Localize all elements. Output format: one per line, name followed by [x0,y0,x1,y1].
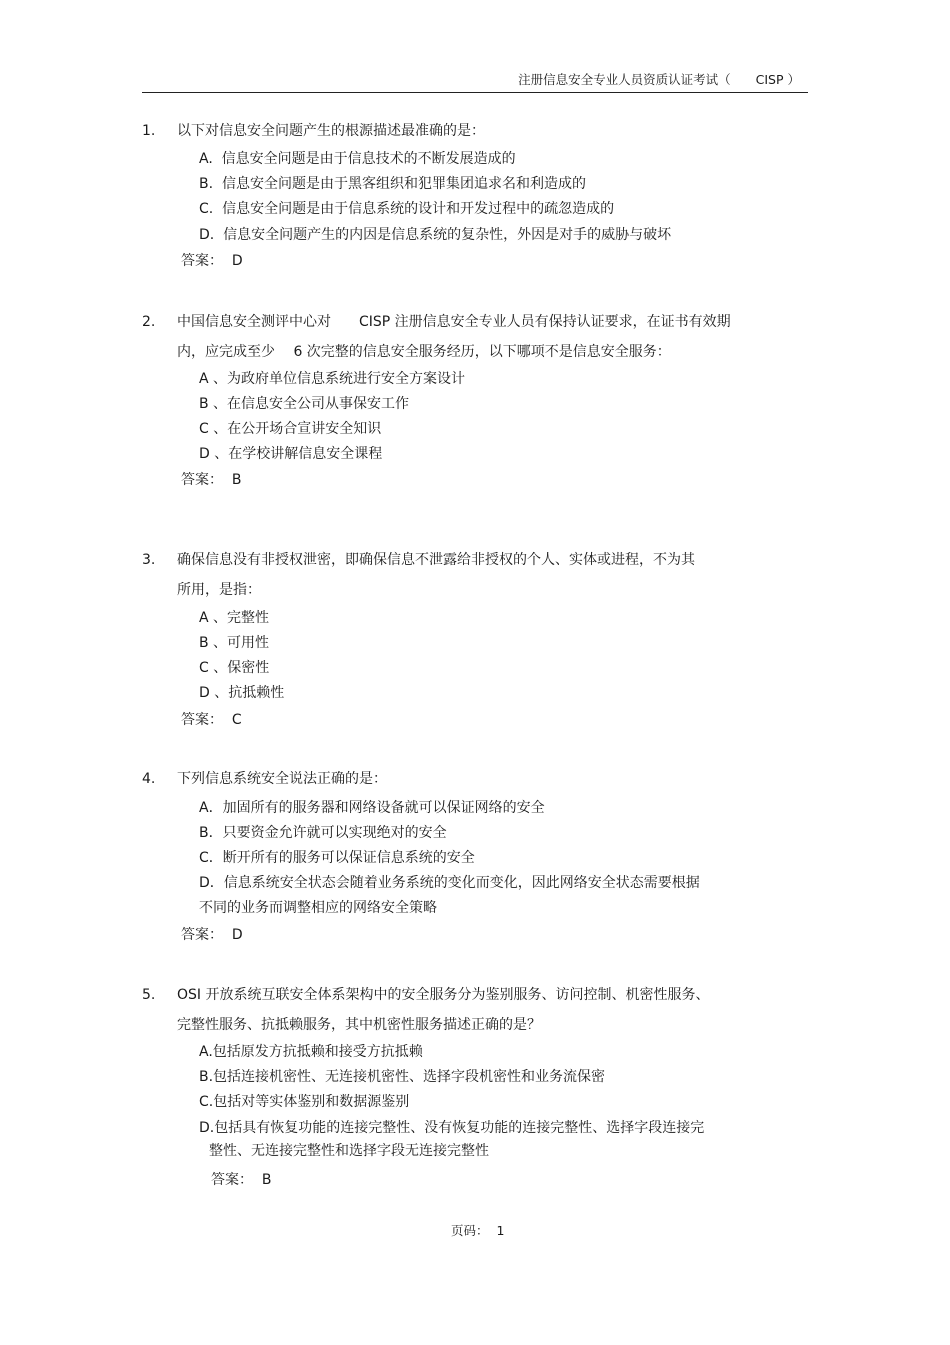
option-a: A 、为政府单位信息系统进行安全方案设计 [199,371,466,387]
option-b: B 、可用性 [199,635,270,651]
option-b: B 、在信息安全公司从事保安工作 [199,396,410,412]
option-d: D. 信息安全问题产生的内因是信息系统的复杂性，外因是对手的威胁与破坏 [199,227,672,243]
option-b: B. 信息安全问题是由于黑客组织和犯罪集团追求名和利造成的 [199,176,586,192]
option-d: D 、抗抵赖性 [199,685,285,701]
page-header [142,68,808,93]
answer: 答案： D [181,253,243,269]
option-c: C. 信息安全问题是由于信息系统的设计和开发过程中的疏忽造成的 [199,201,615,217]
option-d-continued: 不同的业务而调整相应的网络安全策略 [199,900,437,916]
question-number: 5. [142,987,156,1003]
question-stem-line-1: 确保信息没有非授权泄密，即确保信息不泄露给非授权的个人、实体或进程，不为其 [177,552,695,568]
answer: 答案： C [181,712,242,728]
question-stem: 下列信息系统安全说法正确的是： [177,771,387,787]
question-stem-line-2: 完整性服务、抗抵赖服务，其中机密性服务描述正确的是？ [177,1017,541,1033]
option-d: D．信息系统安全状态会随着业务系统的变化而变化，因此网络安全状态需要根据 [199,875,700,891]
option-a: A 、完整性 [199,610,270,626]
question-stem-line-2: 所用，是指： [177,582,261,598]
answer: 答案： B [181,472,242,488]
question-number: 4. [142,771,156,787]
answer: 答案： D [181,927,243,943]
exam-title: 注册信息安全专业人员资质认证考试（ CISP ） [518,72,800,87]
option-b: B.包括连接机密性、无连接机密性、选择字段机密性和业务流保密 [199,1069,606,1085]
option-a: A. 信息安全问题是由于信息技术的不断发展造成的 [199,151,516,167]
option-d-continued: 整性、无连接完整性和选择字段无连接完整性 [209,1143,489,1159]
answer: 答案： B [211,1172,272,1188]
option-d: D 、在学校讲解信息安全课程 [199,446,383,462]
option-c: C 、保密性 [199,660,270,676]
option-a: A．加固所有的服务器和网络设备就可以保证网络的安全 [199,800,545,816]
option-a: A.包括原发方抗抵赖和接受方抗抵赖 [199,1044,423,1060]
option-c: C 、在公开场合宣讲安全知识 [199,421,382,437]
question-stem-line-1: OSI 开放系统互联安全体系架构中的安全服务分为鉴别服务、访问控制、机密性服务、 [177,987,710,1003]
question-number: 1. [142,123,156,139]
question-stem-line-1: 中国信息安全测评中心对 CISP 注册信息安全专业人员有保持认证要求，在证书有效期 [177,314,731,330]
question-number: 2. [142,314,156,330]
question-stem: 以下对信息安全问题产生的根源描述最准确的是： [177,123,485,139]
question-number: 3. [142,552,156,568]
question-stem-line-2: 内，应完成至少 6 次完整的信息安全服务经历，以下哪项不是信息安全服务： [177,344,671,360]
option-b: B．只要资金允许就可以实现绝对的安全 [199,825,447,841]
option-c: C．断开所有的服务可以保证信息系统的安全 [199,850,475,866]
option-c: C.包括对等实体鉴别和数据源鉴别 [199,1094,410,1110]
option-d: D.包括具有恢复功能的连接完整性、没有恢复功能的连接完整性、选择字段连接完 [199,1120,705,1136]
page-number: 页码： 1 [451,1223,505,1238]
